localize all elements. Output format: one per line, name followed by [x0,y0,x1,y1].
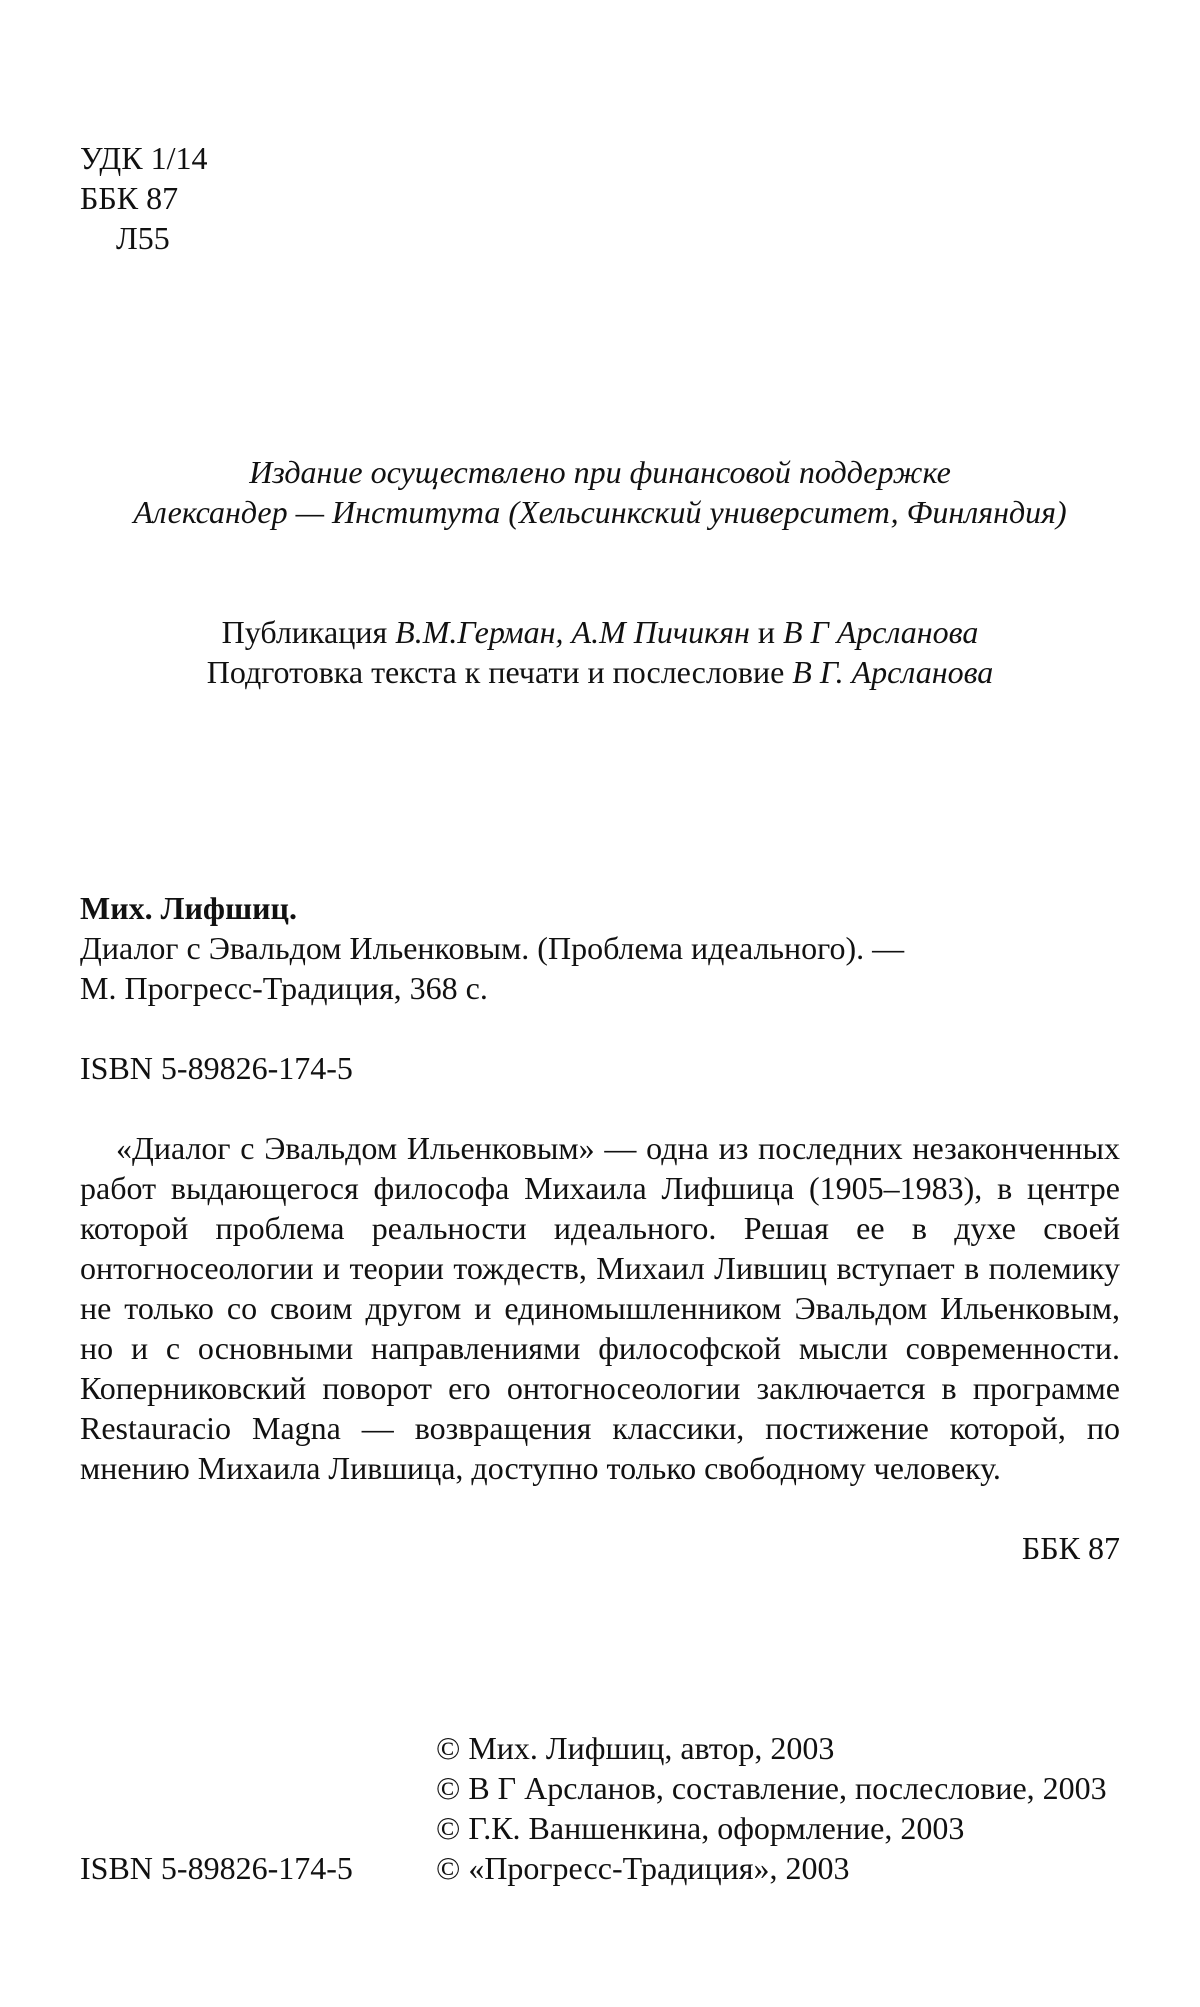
publication-label: Публикация [221,614,396,650]
book-title: Диалог с Эвальдом Ильенковым. (Проблема идеального). — [80,930,905,966]
funding-line-1: Издание осуществлено при финансовой поддержке [249,454,951,490]
copyright-line: © Г.К. Ваншенкина, оформление, 2003 [436,1810,965,1846]
annotation-text: «Диалог с Эвальдом Ильенковым» — одна из последних незаконченных работ выдающегося философа Михаила Лифшица (1905–1983), в центре которой проблема реальности идеального. Решая ее в духе своей онтогносеологии и теории тождеств, Михаил Лившиц вступает в полемику не только со своим другом и единомышленником Эвальдом Ильенковым, но и с основными направлениями философской мысли современности. Коперниковский поворот его онтогносеологии заключается в программе Restauracio Magna — возвращения классики, постижение которой, по мнению Михаила Лившица, доступно только свободному человеку. [80,1130,1120,1486]
preparation-label: Подготовка текста к печати и послесловие [206,654,793,690]
annotation [80,1128,1120,1488]
author-mark: Л55 [116,220,170,256]
funding-line-2: Александер — Института (Хельсинкский университет, Финляндия) [133,494,1067,530]
publication-names: В.М.Герман, А.М Пичикян [395,614,750,650]
udk-code: УДК 1/14 [80,140,208,176]
isbn-number: ISBN 5-89826-174-5 [80,1050,353,1086]
classification-codes [80,138,207,258]
publication-line-2 [0,652,1200,692]
copyright-line: © Мих. Лифшиц, автор, 2003 [436,1730,835,1766]
publication-credits [0,612,1200,692]
book-imprint: М. Прогресс-Традиция, 368 с. [80,970,488,1006]
publication-and: и [749,614,783,650]
isbn-number-bottom: ISBN 5-89826-174-5 [80,1850,353,1886]
preparation-name: В Г. Арсланова [792,654,994,690]
publication-line-1 [0,612,1200,652]
publication-name-2: В Г Арсланова [782,614,979,650]
bbk-code-right: ББК 87 [1021,1530,1120,1566]
funding-note [0,452,1200,532]
copyright-list [436,1728,1107,1888]
copyright-line: © «Прогресс-Традиция», 2003 [436,1850,850,1886]
bbk-code: ББК 87 [80,180,179,216]
bibliographic-record [80,888,904,1008]
copyright-line: © В Г Арсланов, составление, послесловие, 2003 [436,1770,1107,1806]
book-author: Мих. Лифшиц. [80,890,297,926]
